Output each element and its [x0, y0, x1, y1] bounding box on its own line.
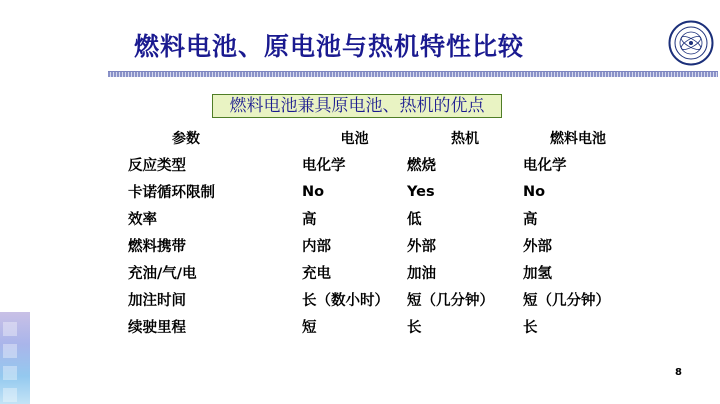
table-cell: 效率 [128, 212, 157, 228]
table-row [128, 313, 633, 340]
table-cell: 高 [523, 212, 538, 228]
table-row [128, 151, 633, 178]
table-row [128, 286, 633, 313]
table-row [128, 205, 633, 232]
table-cell: 外部 [407, 239, 436, 255]
table-cell: 内部 [302, 239, 331, 255]
table-cell: 短（几分钟） [523, 293, 610, 309]
comparison-table [128, 124, 633, 340]
university-seal-icon [668, 20, 714, 66]
table-cell: 电化学 [302, 158, 346, 174]
table-cell: 充油/气/电 [128, 266, 197, 282]
table-cell: 续驶里程 [128, 320, 186, 336]
title-divider [108, 71, 718, 77]
table-cell: 外部 [523, 239, 552, 255]
table-row [128, 178, 633, 205]
table-cell: 高 [302, 212, 317, 228]
table-cell: 卡诺循环限制 [128, 185, 215, 201]
table-cell: 燃料携带 [128, 239, 186, 255]
table-cell: 燃烧 [407, 158, 436, 174]
column-header: 热机 [451, 130, 479, 147]
slide-title: 燃料电池、原电池与热机特性比较 [133, 32, 524, 61]
table-cell: 加氢 [523, 266, 552, 282]
table-cell: 充电 [302, 266, 331, 282]
column-header: 电池 [340, 130, 369, 147]
table-cell: 长 [523, 320, 538, 336]
corner-decoration [0, 312, 30, 404]
table-cell: 长（数小时） [302, 293, 389, 309]
page-number: 8 [675, 367, 682, 378]
table-cell: 低 [407, 212, 422, 228]
table-row [128, 259, 633, 286]
table-cell: 加油 [407, 266, 436, 282]
table-cell: No [523, 183, 546, 200]
highlight-box: 燃料电池兼具原电池、热机的优点 [212, 94, 502, 118]
table-cell: 电化学 [523, 158, 567, 174]
table-cell: 长 [407, 320, 422, 336]
table-header-row [128, 124, 633, 151]
table-cell: 加注时间 [128, 293, 186, 309]
table-row [128, 232, 633, 259]
table-cell: 短 [302, 320, 317, 336]
table-cell: No [302, 183, 325, 200]
column-header: 参数 [172, 130, 200, 147]
table-cell: 短（几分钟） [407, 293, 494, 309]
column-header: 燃料电池 [550, 130, 606, 147]
table-cell: Yes [407, 183, 435, 200]
table-cell: 反应类型 [128, 158, 186, 174]
